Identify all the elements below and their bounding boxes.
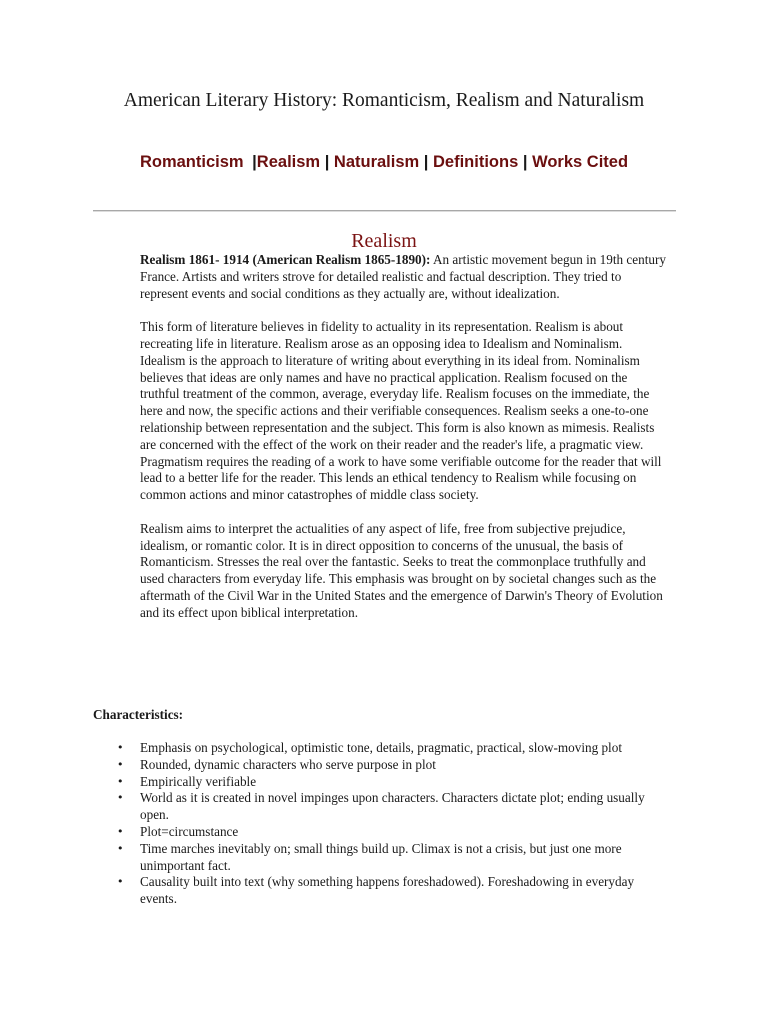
characteristics-heading: Characteristics:: [93, 707, 184, 722]
body-paragraph: This form of literature believes in fidelity to actuality in its representation. Realism is about recreating life in literature. Realism arose as an opposing idea to Idealism and Nominalism. Idealism is the approach to literature of writing about everything in its ideal from. Nominalism believes that ideas are only names and have no practical application. Realism focused on the truthful treatment of the common, average, everyday life. Realism focuses on the immediate, the here and now, the specific actions and their verifiable consequences. Realism seeks a one-to-one relationship between representation and the subject. This form is also known as mimesis. Realists are concerned with the effect of the work on their reader and the reader's life, a pragmatic view. Pragmatism requires the reading of a work to have some verifiable outcome for the reader that will lead to a better life for the reader. This lends an ethical tendency to Realism while focusing on common actions and minor catastrophes of middle class society.: [140, 319, 662, 503]
nav-link-definitions[interactable]: Definitions: [433, 153, 519, 171]
body-paragraph: Realism aims to interpret the actualities of any aspect of life, free from subjective prejudice, idealism, or romantic color. It is in direct opposition to concerns of the unusual, the basis of Romanticism. Stresses the real over the fantastic. Seeks to treat the commonplace truthfully and used characters from everyday life. This emphasis was brought on by societal changes such as the aftermath of the Civil War in the United States and the emergence of Darwin's Theory of Evolution and its effect upon biblical interpretation.: [140, 520, 663, 620]
list-item: • Causality built into text (why something happens foreshadowed). Foreshadowing in everyday events.: [140, 874, 665, 908]
nav-link-romanticism[interactable]: Romanticism: [139, 153, 244, 171]
nav-link-works-cited[interactable]: Works Cited: [532, 153, 629, 171]
nav-separator: |: [252, 153, 257, 171]
page-title: American Literary History: Romanticism, Realism and Naturalism: [123, 90, 645, 111]
intro-paragraph: [140, 252, 670, 302]
list-item: • Empirically verifiable: [140, 774, 665, 791]
section-nav: [92, 152, 676, 173]
list-item: • Rounded, dynamic characters who serve purpose in plot: [140, 757, 665, 774]
intro-text: An artistic movement begun in 19th century France. Artists and writers strove for detailed realistic and factual description. They tried to represent events and social conditions as they actually are, without idealization.: [140, 252, 666, 301]
list-item: • Emphasis on psychological, optimistic tone, details, pragmatic, practical, slow-moving plot: [140, 740, 665, 757]
intro-lead: Realism 1861- 1914 (American Realism 1865-1890):: [140, 252, 431, 267]
horizontal-divider: [93, 210, 676, 212]
nav-link-realism[interactable]: Realism: [256, 153, 321, 171]
list-item: • Plot=circumstance: [140, 824, 665, 841]
list-item: • Time marches inevitably on; small things build up. Climax is not a crisis, but just one more unimportant fact.: [140, 841, 665, 875]
nav-link-naturalism[interactable]: Naturalism: [333, 153, 420, 171]
nav-separator: |: [522, 153, 528, 171]
article-body: [140, 252, 670, 638]
nav-separator: |: [324, 153, 330, 171]
section-title: Realism: [351, 230, 417, 252]
characteristics-list: [140, 740, 665, 908]
nav-separator: |: [423, 153, 429, 171]
list-item: • World as it is created in novel impinges upon characters. Characters dictate plot; ending usually open.: [140, 790, 665, 824]
